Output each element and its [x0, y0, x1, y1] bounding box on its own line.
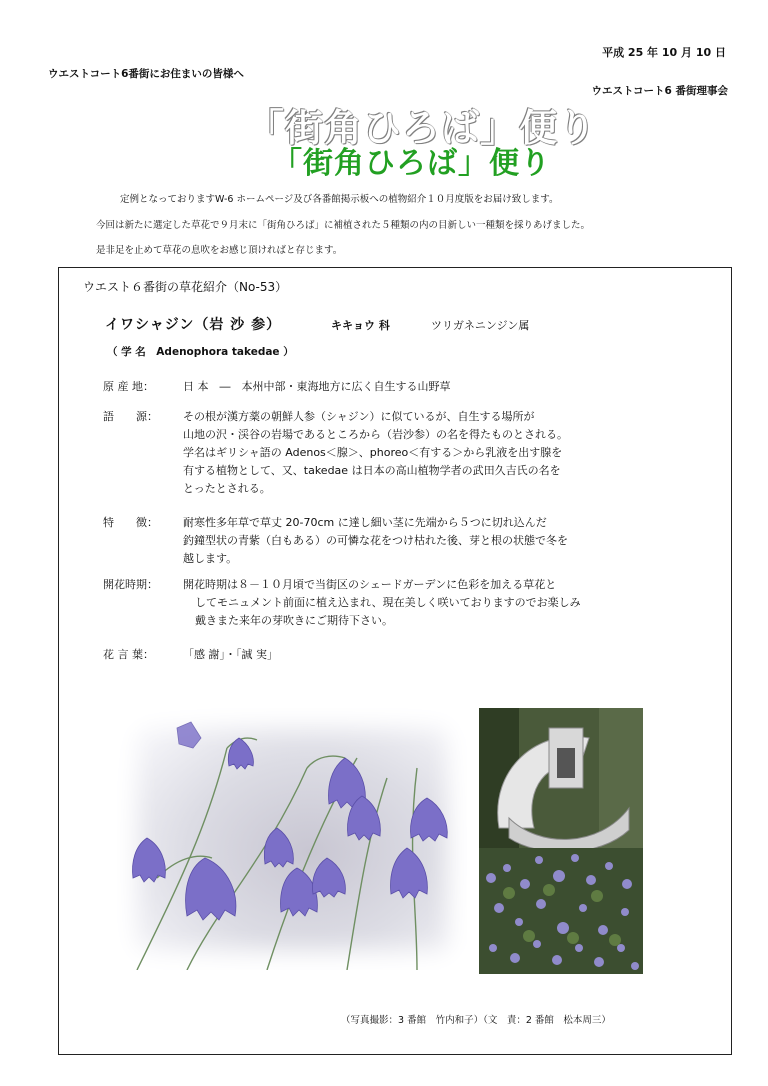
monument-photo [479, 708, 643, 974]
plant-name: イワシャジン（岩 沙 参） [105, 317, 282, 333]
bellflower-illustration [117, 708, 467, 970]
etymology-line: 学名はギリシャ語の Adenos＜腺＞、phoreo＜有する＞から乳液を出す腺を [183, 446, 563, 459]
features-line: 耐寒性多年草で草丈 20-70cm に達し細い茎に先端から５つに切れ込んだ [183, 516, 547, 529]
newsletter-title-outline: 「街角ひろば」便り [246, 105, 598, 150]
etymology-line: 山地の沢・渓谷の岩場であるところから（岩沙参）の名を得たものとされる。 [183, 428, 568, 441]
flower-language-text: 「感 謝」・「誠 実」 [183, 648, 278, 661]
origin-text: 日 本 ― 本州中部・東海地方に広く自生する山野草 [183, 380, 451, 393]
bloom-label: 開花時期： [103, 578, 158, 591]
etymology-line: とったとされる。 [183, 482, 271, 495]
intro-line-2: 今回は新たに選定した草花で９月末に「街角ひろば」に補植された５種類の内の目新しい一種類を採りあげました。 [96, 220, 591, 231]
intro-line-1: 定例となっておりますW-6 ホームページ及び各番館掲示板への植物紹介１０月度版をお届け致します。 [120, 194, 559, 205]
plant-family: キキョウ 科 [331, 319, 390, 332]
features-label: 特 徴： [103, 516, 158, 529]
organization: ウエストコート6 番街理事会 [591, 85, 728, 97]
scientific-name: （ 学 名 Adenophora takedae ） [107, 346, 294, 358]
addressee: ウエストコート6番街にお住まいの皆様へ [48, 68, 244, 80]
etymology-line: その根が漢方薬の朝鮮人参（シャジン）に似ているが、自生する場所が [183, 410, 535, 423]
newsletter-title: 「街角ひろば」便り [272, 146, 551, 181]
bellflower-photo [117, 708, 467, 970]
features-line: 越します。 [183, 552, 238, 565]
bloom-line: してモニュメント前面に植え込まれ、現在美しく咲いておりますのでお楽しみ [195, 596, 581, 609]
etymology-line: 有する植物として、又、takedae は日本の高山植物学者の武田久吉氏の名を [183, 464, 561, 477]
flower-language-label: 花 言 葉： [103, 648, 154, 661]
etymology-label: 語 源： [103, 410, 158, 423]
plant-feature-box [58, 267, 732, 1055]
bloom-line: 開花時期は８－１０月頃で当街区のシェードガーデンに色彩を加える草花と [183, 578, 557, 591]
intro-line-3: 是非足を止めて草花の息吹をお感じ頂ければと存じます。 [96, 245, 343, 256]
feature-box-title: ウエスト６番街の草花紹介（No-53） [83, 280, 288, 294]
issue-date: 平成 25 年 10 月 10 日 [602, 46, 726, 59]
features-line: 釣鐘型状の青紫（白もある）の可憐な花をつけ枯れた後、芽と根の状態で冬を [183, 534, 568, 547]
monument-illustration [479, 708, 643, 974]
photo-credit: （写真撮影：3 番館 竹内和子）（文 責：2 番館 松本周三） [341, 1015, 611, 1026]
origin-label: 原 産 地： [103, 380, 154, 393]
plant-genus: ツリガネニンジン属 [431, 319, 530, 332]
bloom-line: 戴きまた来年の芽吹きにご期待下さい。 [195, 614, 393, 627]
